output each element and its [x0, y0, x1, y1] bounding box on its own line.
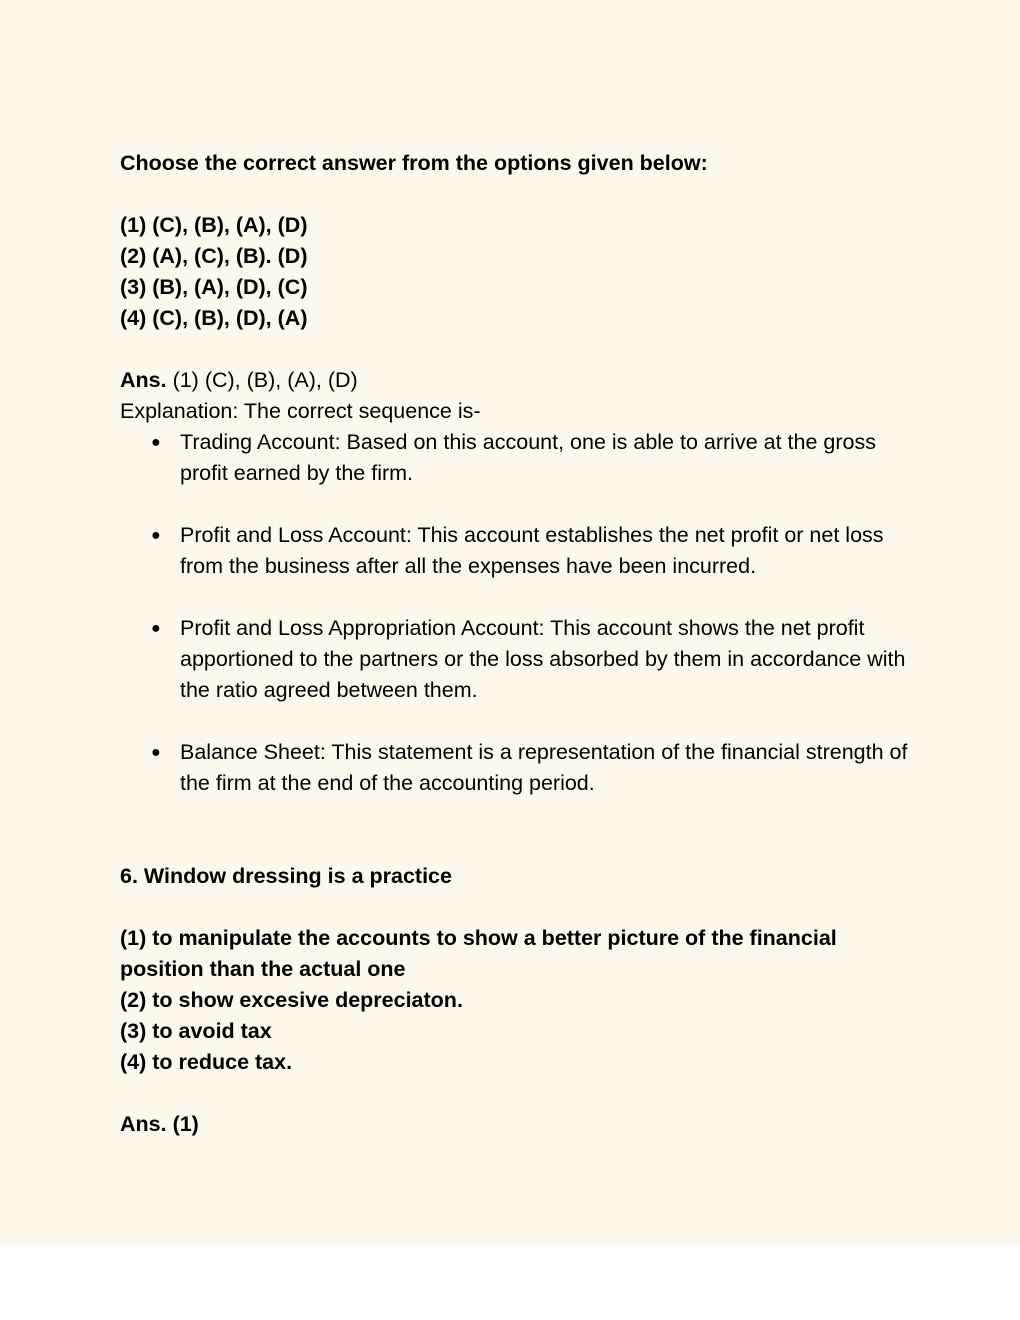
spacer — [120, 334, 910, 365]
q5-answer — [120, 365, 910, 396]
q6-option-4: (4) to reduce tax. — [120, 1050, 293, 1074]
explanation-item — [120, 613, 910, 706]
explanation-text: Balance Sheet: This statement is a representation of the financial strength of the firm at the end of the accounting period. — [180, 740, 908, 795]
spacer — [120, 830, 910, 861]
spacer — [120, 179, 910, 210]
q6-question: 6. Window dressing is a practice — [120, 864, 452, 888]
spacer — [120, 1078, 910, 1109]
explanation-text: Profit and Loss Appropriation Account: This account shows the net profit apportioned to the partners or the loss absorbed by them in accordance with the ratio agreed between them. — [180, 616, 906, 702]
explanation-item — [120, 427, 910, 489]
explanation-item — [120, 737, 910, 799]
explanation-text: Profit and Loss Account: This account establishes the net profit or net loss from the business after all the expenses have been incurred. — [180, 523, 884, 578]
bullet-icon: ● — [151, 434, 161, 451]
q6-option-1: (1) to manipulate the accounts to show a better picture of the financial position than the actual one — [120, 926, 837, 981]
explanation-list — [120, 427, 910, 799]
explanation-text: Trading Account: Based on this account, one is able to arrive at the gross profit earned by the firm. — [180, 430, 876, 485]
bullet-icon: ● — [151, 620, 161, 637]
spacer — [120, 799, 910, 830]
bullet-icon: ● — [151, 744, 161, 761]
q5-prompt: Choose the correct answer from the options given below: — [120, 151, 708, 175]
q5-option-4: (4) (C), (B), (D), (A) — [120, 306, 308, 330]
explanation-item — [120, 520, 910, 582]
q6-option-3: (3) to avoid tax — [120, 1019, 272, 1043]
q6-option-2: (2) to show excesive depreciaton. — [120, 988, 463, 1012]
q5-answer-label: Ans. — [120, 368, 167, 392]
q5-explanation-intro: Explanation: The correct sequence is- — [120, 399, 481, 423]
bullet-icon: ● — [151, 527, 161, 544]
q5-option-2: (2) (A), (C), (B). (D) — [120, 244, 308, 268]
q6-answer: Ans. (1) — [120, 1112, 199, 1136]
q5-option-3: (3) (B), (A), (D), (C) — [120, 275, 308, 299]
q5-answer-value: (1) (C), (B), (A), (D) — [166, 368, 358, 392]
spacer — [120, 892, 910, 923]
page-content — [120, 148, 910, 1140]
q5-option-1: (1) (C), (B), (A), (D) — [120, 213, 308, 237]
